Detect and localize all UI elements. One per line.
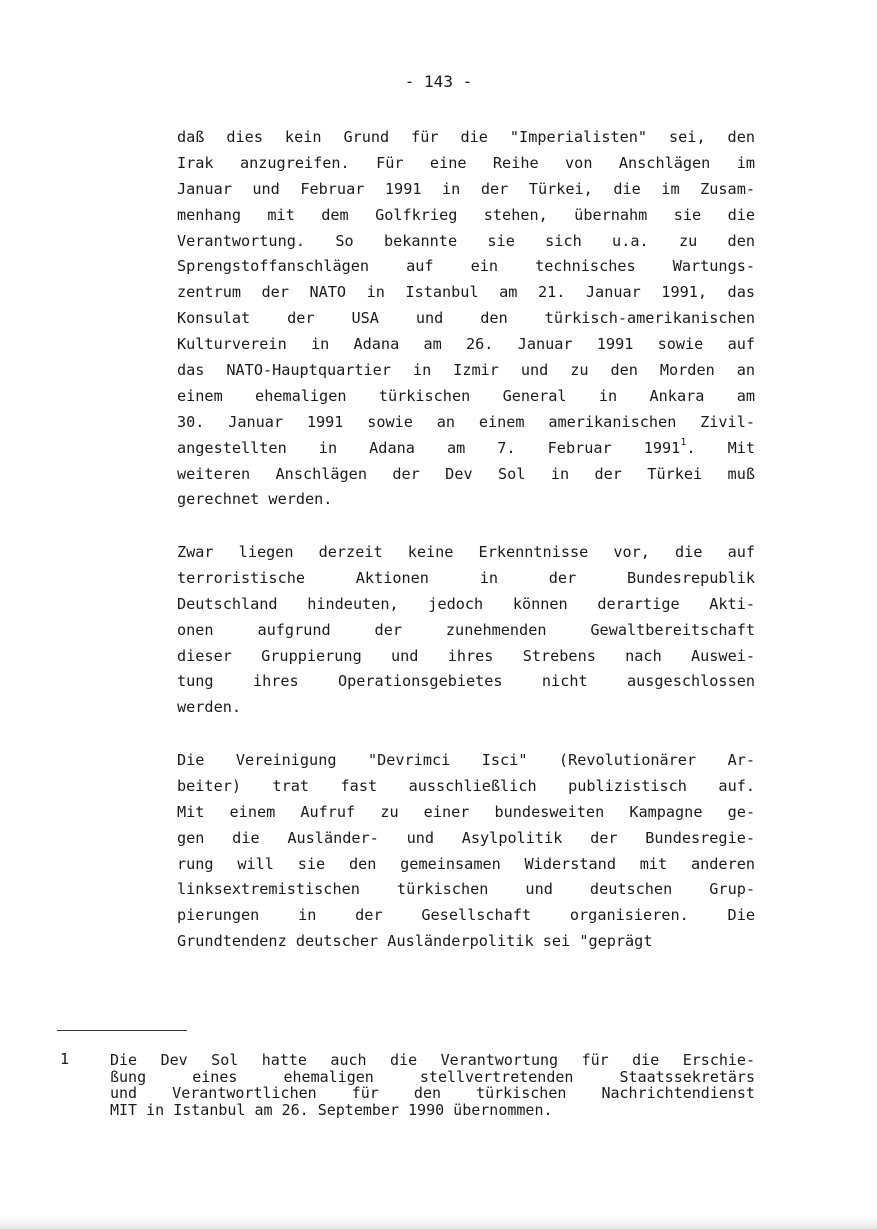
text-line: daß dies kein Grund für die "Imperialisten" sei, den	[177, 128, 755, 146]
text-line: Verantwortung. So bekannte sie sich u.a. zu den	[177, 231, 755, 250]
text-line: Konsulat der USA und den türkisch-amerikanischen	[177, 309, 755, 328]
text-line: beiter) trat fast ausschließlich publizistisch auf.	[177, 776, 755, 795]
text-line: Deutschland hindeuten, jedoch können derartige Akti-	[177, 594, 755, 613]
text-line: zentrum der NATO in Istanbul am 21. Januar 1991, das	[177, 283, 755, 302]
text-line: 30. Januar 1991 sowie an einem amerikanischen Zivil-	[177, 412, 755, 431]
text-line: Sprengstoffanschlägen auf ein technisches Wartungs-	[177, 257, 755, 276]
footnote-reference: 1	[680, 436, 687, 448]
text-line: onen aufgrund der zunehmenden Gewaltbereitschaft	[177, 620, 755, 639]
text-line: gerechnet werden.	[177, 490, 333, 509]
footnote-text	[110, 1052, 755, 1118]
text-segment: . Mit	[686, 438, 756, 457]
text-line: menhang mit dem Golfkrieg stehen, übernahm sie die	[177, 205, 755, 224]
text-line: Zwar liegen derzeit keine Erkenntnisse vor, die auf	[177, 543, 755, 561]
text-line: Kulturverein in Adana am 26. Januar 1991 sowie auf	[177, 335, 755, 354]
footnote-line: ßung eines ehemaligen stellvertretenden Staatssekretärs	[110, 1067, 755, 1086]
text-line: Januar und Februar 1991 in der Türkei, die im Zusam-	[177, 179, 755, 198]
page-number: - 143 -	[404, 72, 473, 91]
text-line: Irak anzugreifen. Für eine Reihe von Anschlägen im	[177, 153, 755, 172]
scan-shadow	[0, 1215, 877, 1229]
text-line: linksextremistischen türkischen und deutschen Grup-	[177, 880, 755, 899]
text-line: gen die Ausländer- und Asylpolitik der Bundesregie-	[177, 828, 755, 847]
text-line: rung will sie den gemeinsamen Widerstand mit anderen	[177, 854, 755, 873]
text-line: Die Vereinigung "Devrimci Isci" (Revolutionärer Ar-	[177, 751, 755, 769]
paragraph-1	[177, 125, 755, 513]
text-line: tung ihres Operationsgebietes nicht ausgeschlossen	[177, 672, 755, 691]
footnote-line: MIT in Istanbul am 26. September 1990 übernommen.	[110, 1100, 553, 1119]
text-segment: angestellten in Adana am 7. Februar 1991	[177, 438, 681, 457]
text-line: terroristische Aktionen in der Bundesrepublik	[177, 568, 755, 587]
text-line: werden.	[177, 698, 242, 717]
text-line: einem ehemaligen türkischen General in Ankara am	[177, 386, 755, 405]
text-line: pierungen in der Gesellschaft organisieren. Die	[177, 906, 755, 925]
footnote-separator	[57, 1030, 187, 1031]
footnote-line: und Verantwortlichen für den türkischen Nachrichtendienst	[110, 1084, 755, 1102]
text-line: dieser Gruppierung und ihres Strebens nach Auswei-	[177, 646, 755, 665]
footnote-marker: 1	[60, 1050, 70, 1068]
paragraph-2	[177, 540, 755, 721]
text-line: Mit einem Aufruf zu einer bundesweiten Kampagne ge-	[177, 802, 755, 821]
paragraph-3	[177, 748, 755, 955]
text-line: Grundtendenz deutscher Ausländerpolitik sei "geprägt	[177, 932, 653, 951]
text-line: das NATO-Hauptquartier in Izmir und zu den Morden an	[177, 361, 755, 380]
text-line-with-footnote	[177, 436, 755, 462]
text-line: weiteren Anschlägen der Dev Sol in der Türkei muß	[177, 464, 755, 483]
footnote-line: Die Dev Sol hatte auch die Verantwortung für die Erschie-	[110, 1051, 755, 1069]
